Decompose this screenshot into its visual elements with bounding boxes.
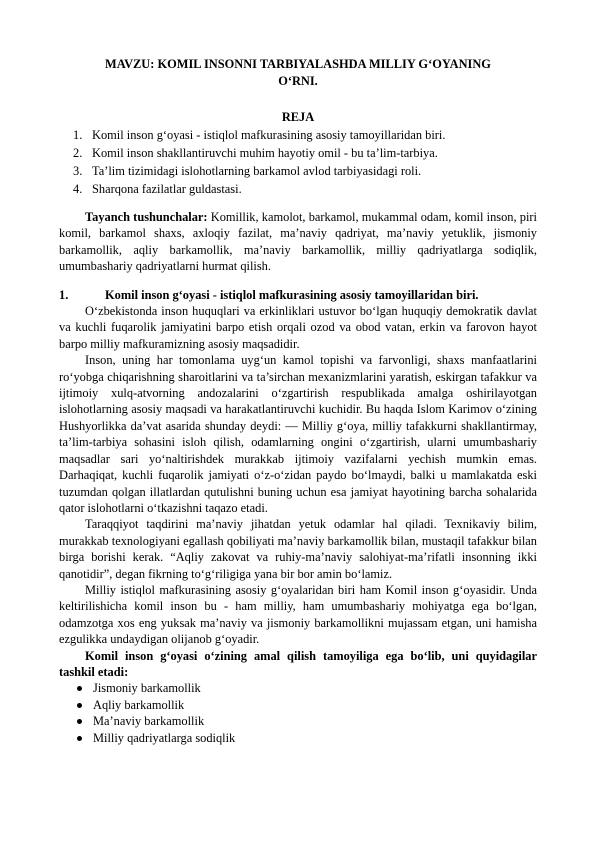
section-heading [59,287,537,303]
list-item-text: Milliy qadriyatlarga sodiqlik [93,730,236,745]
list-item [59,730,537,746]
list-item [59,680,537,696]
document-title: MAVZU: KOMIL INSONNI TARBIYALASHDA MILLIY G‘OYANING O‘RNI. [105,57,491,88]
plan-item-text: Komil inson g‘oyasi - istiqlol mafkurasining asosiy tamoyillaridan biri. [92,128,446,142]
list-item [59,713,537,729]
plan-item-text: Sharqona fazilatlar guldastasi. [92,182,242,196]
plan-item [59,126,537,144]
plan-heading: REJA [281,110,315,124]
plan-item [59,162,537,180]
body-paragraph: Taraqqiyot taqdirini ma’naviy jihatdan yetuk odamlar hal qiladi. Texnikaviy bilim, murakkab texnologiyani egallash qobiliyati ma’naviy barkamollik bilan, mustaqil tafakkur bilan birga borishi kerak. “Aqliy zakovat va ruhiy-ma’naviy salohiyat-ma’rifatli insonning ikki qanotidir”, degan fikrning to‘g‘riligiga yana bir bor amin bo‘lamiz. [59,517,537,581]
bullet-icon [77,719,82,724]
list-item-text: Ma’naviy barkamollik [93,714,205,729]
principles-intro: Komil inson g‘oyasi o‘zining amal qilish tamoyiliga ega bo‘lib, uni quyidagilar tashkil etadi: [59,648,537,679]
plan-item [59,144,537,162]
plan-item-text: Komil inson shakllantiruvchi muhim hayotiy omil - bu ta’lim-tarbiya. [92,146,438,160]
key-concepts-label: Tayanch tushunchalar: [85,210,208,224]
plan-item-number: 2. [73,146,83,160]
bullet-icon [77,686,82,691]
plan-item-number: 1. [73,128,83,142]
bullet-icon [77,736,82,741]
principles-list [59,680,537,746]
plan-item-text: Ta’lim tizimidagi islohotlarning barkamol avlod tarbiyasidagi roli. [92,164,422,178]
plan-item-number: 3. [73,164,83,178]
body-paragraph: O‘zbekistonda inson huquqlari va erkinliklari ustuvor bo‘lgan huquqiy demokratik davlat va kuchli fuqarolik jamiyatini barpo etish orqali ozod va obod vatan, erkin va farovon hayot barpo milliy mafkuramizning asosiy maqsadidir. [59,304,537,351]
key-concepts-text: Komillik, kamolot, barkamol, mukammal odam, komil inson, piri komil, barkamol shaxs, axloqiy fazilat, ma’naviy qadriyat, ma’naviy yetuklik, jismoniy barkamollik, aqliy barkamollik, ma’naviy barkamollik, milliy qadriyatlarga sodiqlik, umumbashariy qadriyatlarni hurmat qilish. [59,210,537,274]
list-item-text: Jismoniy barkamollik [93,681,201,696]
section-heading-text: Komil inson g‘oyasi - istiqlol mafkurasining asosiy tamoyillaridan biri. [105,287,479,302]
plan-list [59,126,537,198]
body-paragraph: Inson, uning har tomonlama uyg‘un kamol topishi va farvonligi, shaxs manfaatlarini ro‘yobga chiqarishning sharoitlarini va ta’sirchan mexanizmlarini yaratish, eskirgan tafakkur va ijtimoiy xulq-atvorning andozalarini o‘zgartirish respublikada amalga oshirilayotgan islohotlarning asosiy maqsadi va harakatlantiruvchi kuchidir. Bu haqda Islom Karimov o‘zining Hushyorlikka da’vat asarida shunday deydi: — Milliy g‘oya, milliy tafakkurni shakllantirmay, ta’lim-tarbiya sohasini isloh qilish, odamlarning ongini o‘zgartirish, ularni umumbashariy maqsadlar sari yo‘naltirishdek murakkab ijtimoiy vazifalarni yechish mumkin emas. Darhaqiqat, kuchli fuqarolik jamiyati o‘z-o‘zidan paydo bo‘lmaydi, balki u mamlakatda eski tuzumdan qolgan illatlardan qutulishni buning uchun esa jamiyat hayotining barcha sohalarida qator islohotlarni o‘tkazishni taqazo etadi. [59,353,537,515]
body-paragraph: Milliy istiqlol mafkurasining asosiy g‘oyalaridan biri ham Komil inson g‘oyasidir. Unda keltirilishicha komil inson bu - ham milliy, ham umumbashariy mohiyatga ega bo‘lgan, odamzotga xos eng yuksak ma’naviy va jismoniy barkamollikni mujassam etgan, uni hamisha ezgulikka undaydigan olijanob g‘oyadir. [59,582,537,647]
list-item-text: Aqliy barkamollik [93,697,185,712]
plan-item [59,180,537,198]
section-number: 1. [59,287,69,302]
plan-item-number: 4. [73,182,83,196]
bullet-icon [77,703,82,708]
key-concepts-paragraph [59,209,537,275]
list-item [59,697,537,713]
